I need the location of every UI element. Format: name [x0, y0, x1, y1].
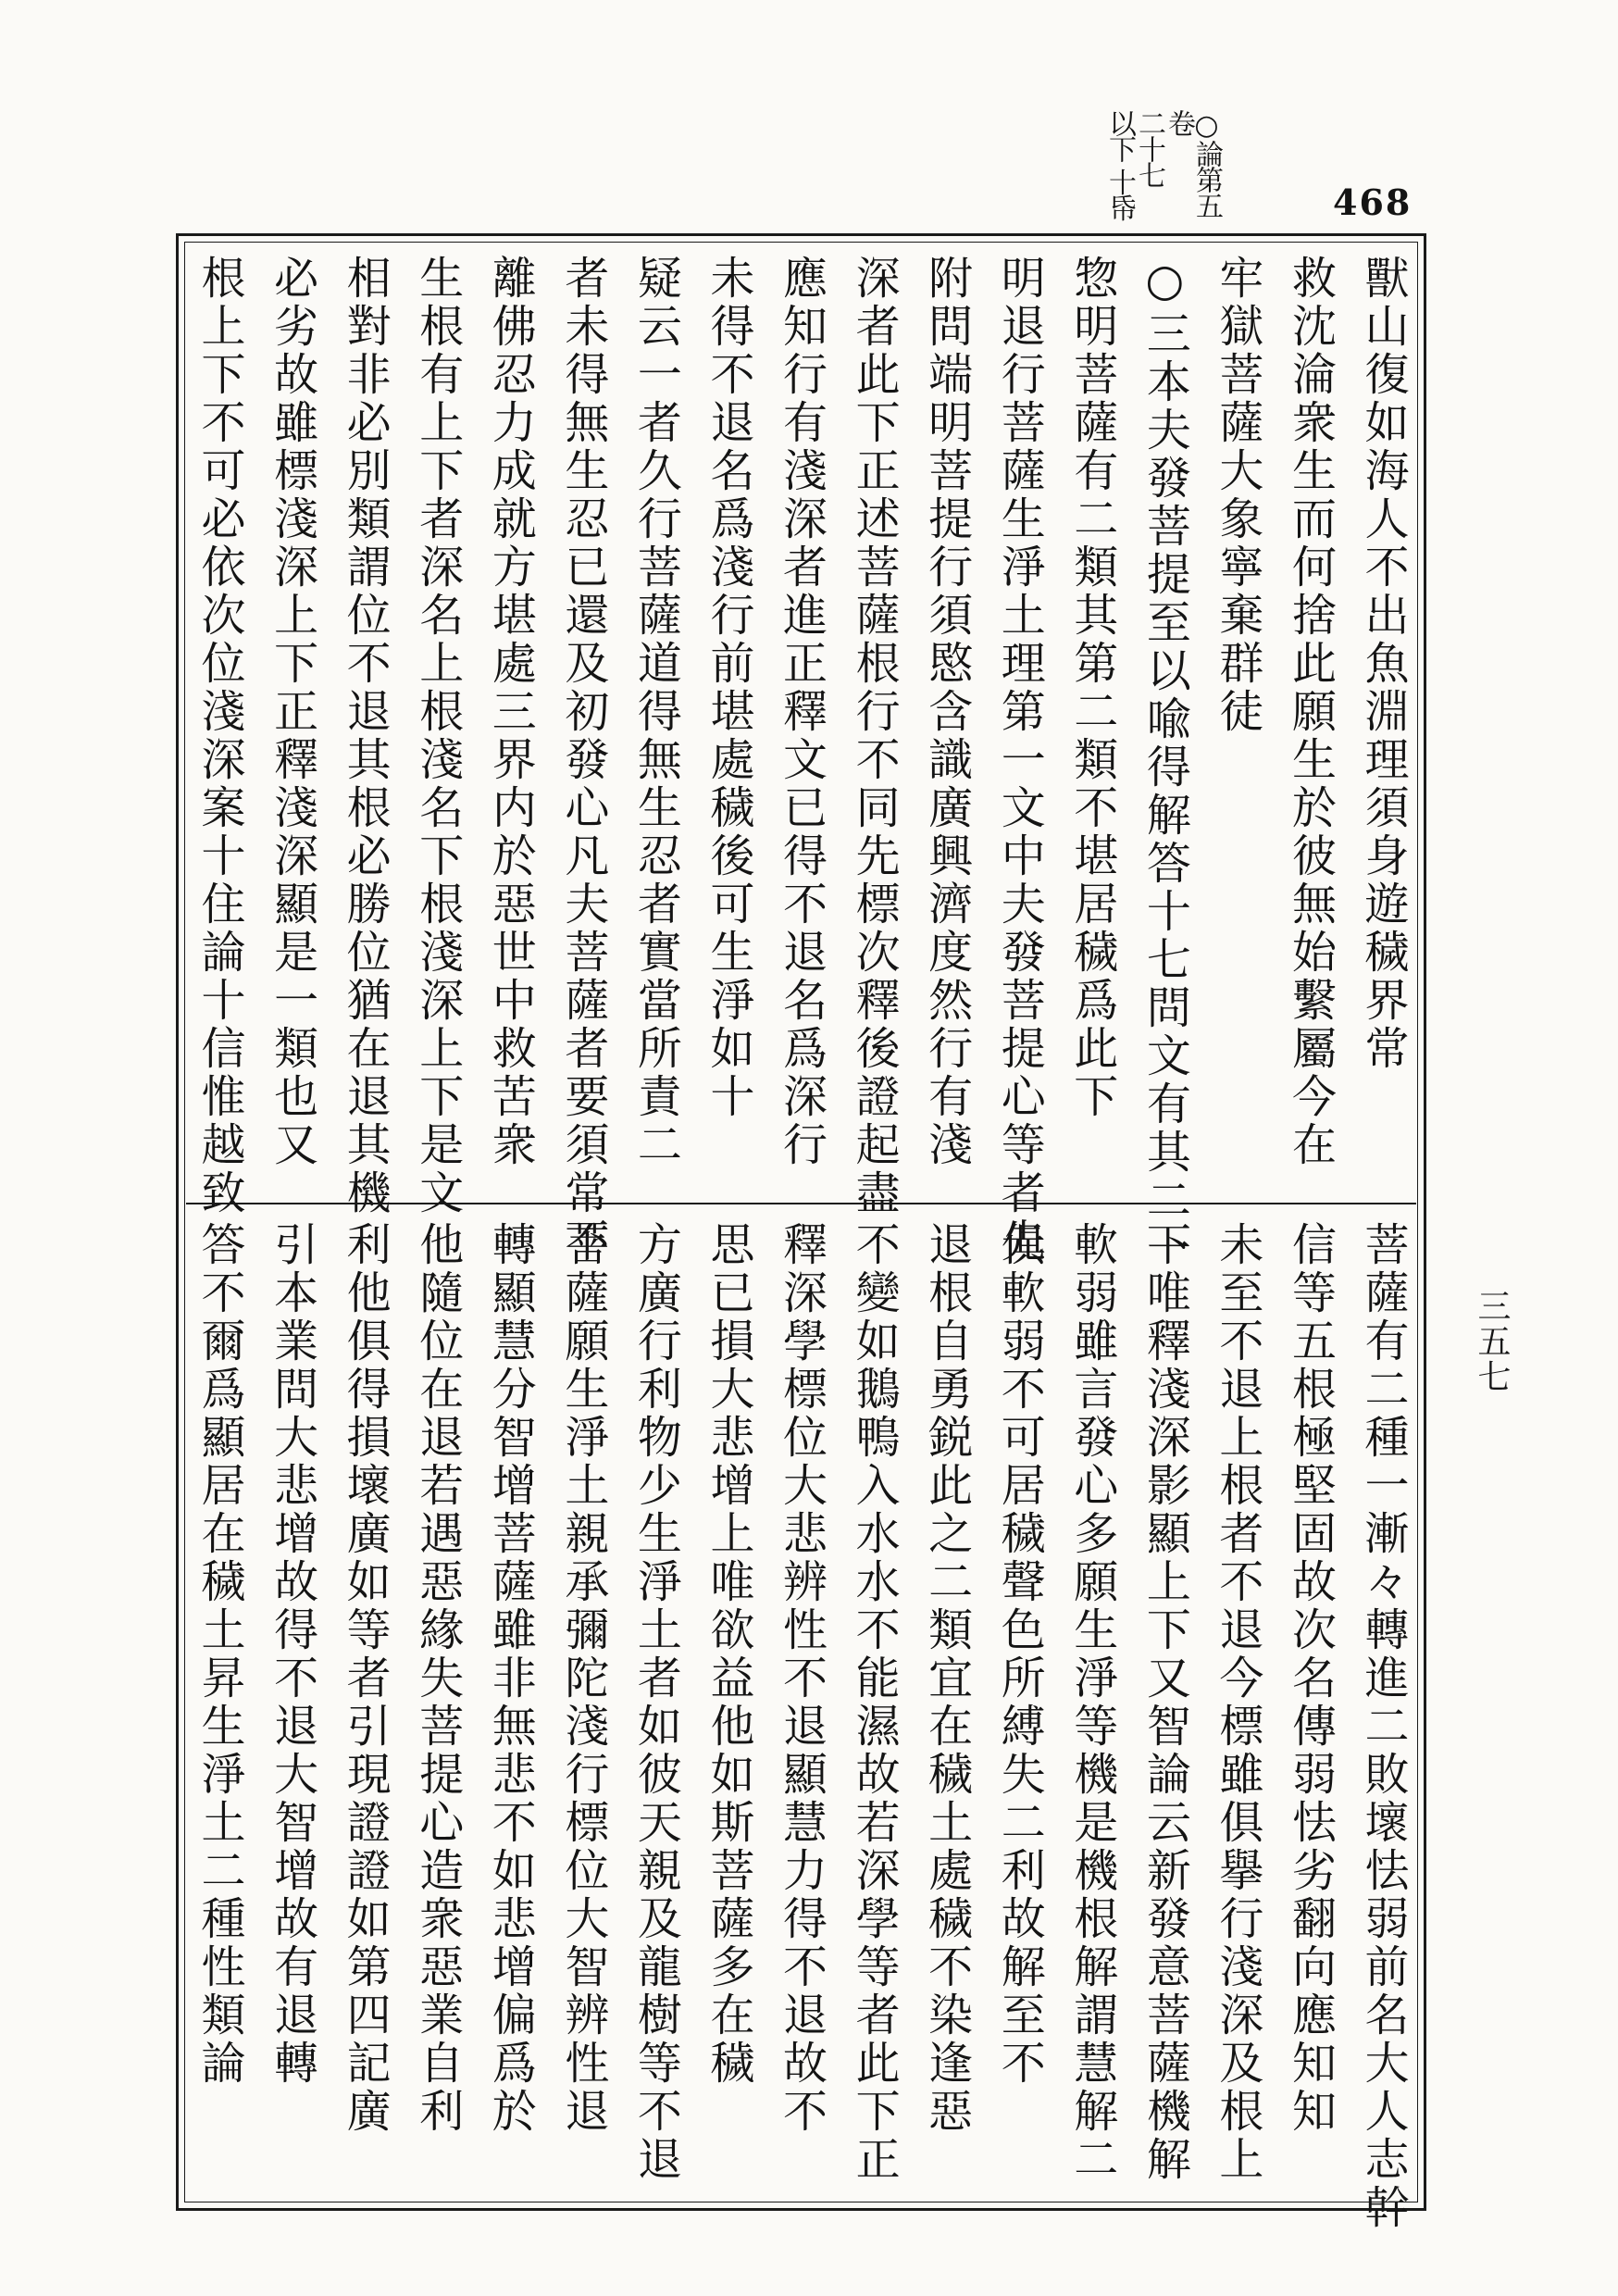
text-column: 根上下不可必依次位淺深案十住論十信惟越致 [193, 255, 245, 1217]
text-column: 未至不退上根者不退今標雖俱擧行淺深及根上 [1211, 1221, 1263, 2184]
text-column: 附問端明菩提行須愍含識廣興濟度然行有淺 [920, 255, 973, 1169]
upper-text-block [193, 255, 1409, 1273]
text-column: 下唯釋淺深影顯上下又智論云新發意菩薩機解 [1139, 1221, 1191, 2184]
text-column: 答不爾爲顯居在穢土昇生淨土二種性類論 [193, 1221, 245, 2088]
text-column: 思已損大悲增上唯欲益他如斯菩薩多在穢 [702, 1221, 754, 2088]
text-column: 退根自勇鋭此之二類宜在穢土處穢不染逢惡 [920, 1221, 973, 2136]
text-column: 者未得無生忍已還及初發心凡夫菩薩者要須常不 [556, 255, 609, 1266]
text-column: 菩薩願生淨土親承彌陀淺行標位大智辨性退 [556, 1221, 609, 2136]
text-column: 明退行菩薩生淨土理第一文中夫發菩提心等者先 [993, 255, 1046, 1266]
text-column: 深者此下正述菩薩根行不同先標次釋後證起盡 [848, 255, 901, 1217]
text-column: 未得不退名爲淺行前堪處穢後可生淨如十 [702, 255, 754, 1121]
text-column: 相對非必別類謂位不退其根必勝位猶在退其機 [339, 255, 392, 1217]
text-column: 惣明菩薩有二類其第二類不堪居穢爲此下 [1065, 255, 1118, 1121]
running-head-column: 以下 十帋 [1103, 109, 1136, 220]
text-column: 離佛忍力成就方堪處三界内於惡世中救苦衆 [484, 255, 537, 1169]
running-head [1081, 109, 1223, 230]
text-column: 利他俱得損壞廣如等者引現證證如第四記廣 [339, 1221, 392, 2136]
text-column: 牢獄菩薩大象寧棄群徒 [1211, 255, 1263, 736]
running-head-column: 二十七 [1133, 109, 1165, 187]
text-column: 不變如鵝鴨入水水不能濕故若深學等者此下正 [848, 1221, 901, 2184]
text-column: 方廣行利物少生淨土者如彼天親及龍樹等不退 [629, 1221, 682, 2184]
block-divider [186, 1203, 1416, 1204]
text-column: ○三本夫發菩提至以喩得解答十七問文有其二一 [1139, 255, 1191, 1273]
text-column: 疑云一者久行菩薩道得無生忍者實當所責二 [629, 255, 682, 1169]
text-column: 引本業問大悲增故得不退大智增故有退轉 [266, 1221, 318, 2088]
text-column: 信等五根極堅固故次名傳弱怯劣翻向應知知 [1284, 1221, 1337, 2136]
running-head-column: ○論第五卷 [1163, 109, 1223, 218]
page-number: 468 [1333, 181, 1413, 223]
text-column: 俱軟弱不可居穢聲色所縛失二利故解至不 [993, 1221, 1046, 2088]
text-column: 釋深學標位大悲辨性不退顯慧力得不退故不 [775, 1221, 828, 2136]
lower-text-block [193, 1221, 1409, 2232]
text-column: 他隨位在退若遇惡緣失菩提心造衆惡業自利 [411, 1221, 464, 2136]
side-page-number: 三五七 [1473, 1289, 1511, 1394]
text-column: 菩薩有二種一漸々轉進二敗壞怯弱前名大人志幹 [1357, 1221, 1409, 2232]
text-column: 軟弱雖言發心多願生淨等機是機根解謂慧解二 [1065, 1221, 1118, 2184]
text-column: 獸山復如海人不出魚淵理須身遊穢界常 [1357, 255, 1409, 1073]
text-column: 生根有上下者深名上根淺名下根淺深上下是文 [411, 255, 464, 1217]
text-column: 轉顯慧分智增菩薩雖非無悲不如悲增偏爲於 [484, 1221, 537, 2136]
text-frame [176, 233, 1426, 2232]
text-column: 救沈淪衆生而何捨此願生於彼無始繫屬今在 [1284, 255, 1337, 1169]
text-column: 應知行有淺深者進正釋文已得不退名爲深行 [775, 255, 828, 1169]
text-column: 必劣故雖標淺深上下正釋淺深顯是一類也又 [266, 255, 318, 1169]
